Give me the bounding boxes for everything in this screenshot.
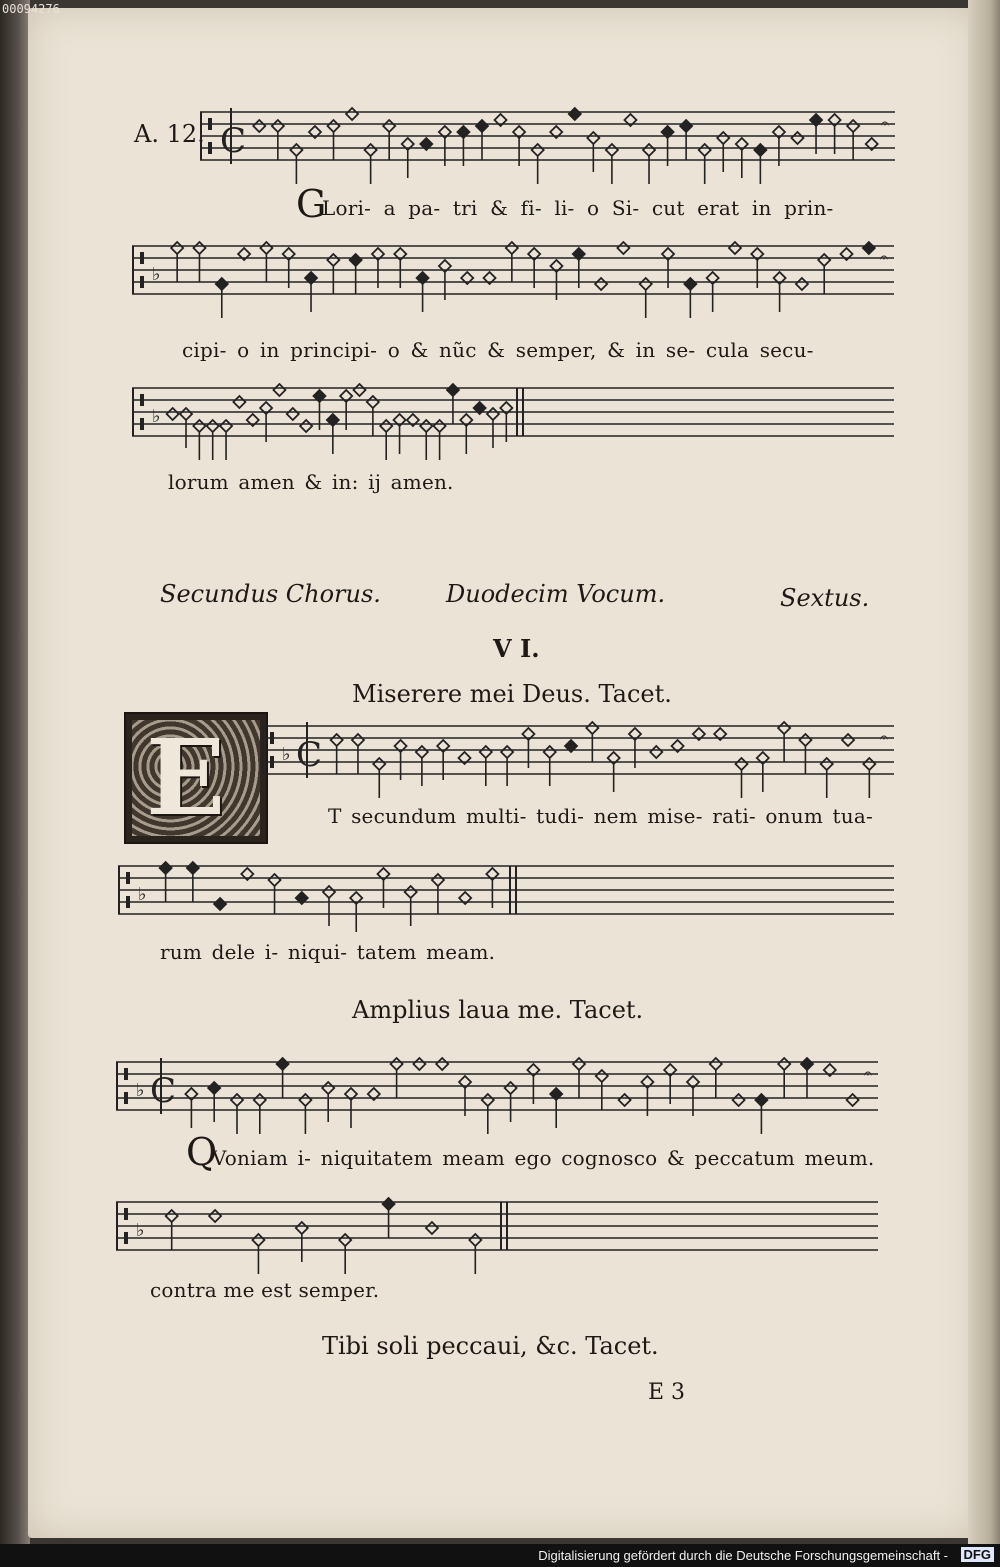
lyric-line: rum dele i- niqui- tatem meam. <box>160 940 496 964</box>
book-spine <box>0 0 30 1567</box>
part-label: Sextus. <box>780 584 870 612</box>
music-staff <box>132 232 894 320</box>
svg-text:C: C <box>220 121 247 161</box>
lyric-line: contra me est semper. <box>150 1278 380 1302</box>
signature-mark: E 3 <box>648 1380 686 1405</box>
lyric-line: Voniam i- niquitatem meam ego cognosco & peccatum meum. <box>212 1146 875 1170</box>
svg-text:♭: ♭ <box>136 1220 145 1241</box>
section-title: Tibi soli peccaui, &c. Tacet. <box>322 1332 659 1360</box>
part-number: V I. <box>493 634 540 663</box>
music-staff <box>262 712 894 796</box>
svg-text:𝄐: 𝄐 <box>880 730 888 746</box>
svg-text:𝄐: 𝄐 <box>881 116 889 132</box>
section-title: Miserere mei Deus. Tacet. <box>352 680 672 708</box>
initial-letter: E <box>146 716 226 839</box>
chorus-label: Secundus Chorus. <box>160 580 381 608</box>
music-staff <box>132 374 894 458</box>
music-staff <box>116 1188 878 1272</box>
footer-bar <box>0 1544 1000 1567</box>
dfg-logo: DFG <box>961 1547 994 1562</box>
drop-letter: Q <box>186 1130 218 1174</box>
lyric-line: T secundum multi- tudi- nem mise- rati- onum tua- <box>328 804 873 828</box>
svg-text:𝄐: 𝄐 <box>880 250 888 266</box>
music-staff <box>118 852 894 936</box>
svg-text:C: C <box>296 735 323 775</box>
page-edge <box>968 0 1000 1567</box>
lyric-line: cipi- o in principi- o & nũc & semper, & in se- cula secu- <box>182 338 814 362</box>
voices-label: Duodecim Vocum. <box>446 580 666 608</box>
svg-text:𝄐: 𝄐 <box>864 1066 872 1082</box>
music-staff <box>116 1048 878 1132</box>
svg-text:C: C <box>150 1071 177 1111</box>
svg-text:♭: ♭ <box>138 884 147 905</box>
music-staff <box>200 98 895 182</box>
svg-text:♭: ♭ <box>136 1080 145 1101</box>
voice-label: A. 12. <box>134 120 205 148</box>
svg-text:♭: ♭ <box>152 406 161 427</box>
lyric-line: Lori- a pa- tri & fi- li- o Si- cut erat in prin- <box>322 196 834 220</box>
footer-credit: Digitalisierung gefördert durch die Deutsche Forschungsgemeinschaft - <box>538 1548 948 1563</box>
drop-letter: G <box>296 182 327 226</box>
section-title: Amplius laua me. Tacet. <box>352 996 644 1024</box>
svg-text:♭: ♭ <box>282 744 291 765</box>
svg-text:♭: ♭ <box>152 264 161 285</box>
lyric-line: lorum amen & in: ij amen. <box>168 470 454 494</box>
manuscript-id: 00094276 <box>2 2 60 16</box>
ornate-initial <box>124 712 268 844</box>
